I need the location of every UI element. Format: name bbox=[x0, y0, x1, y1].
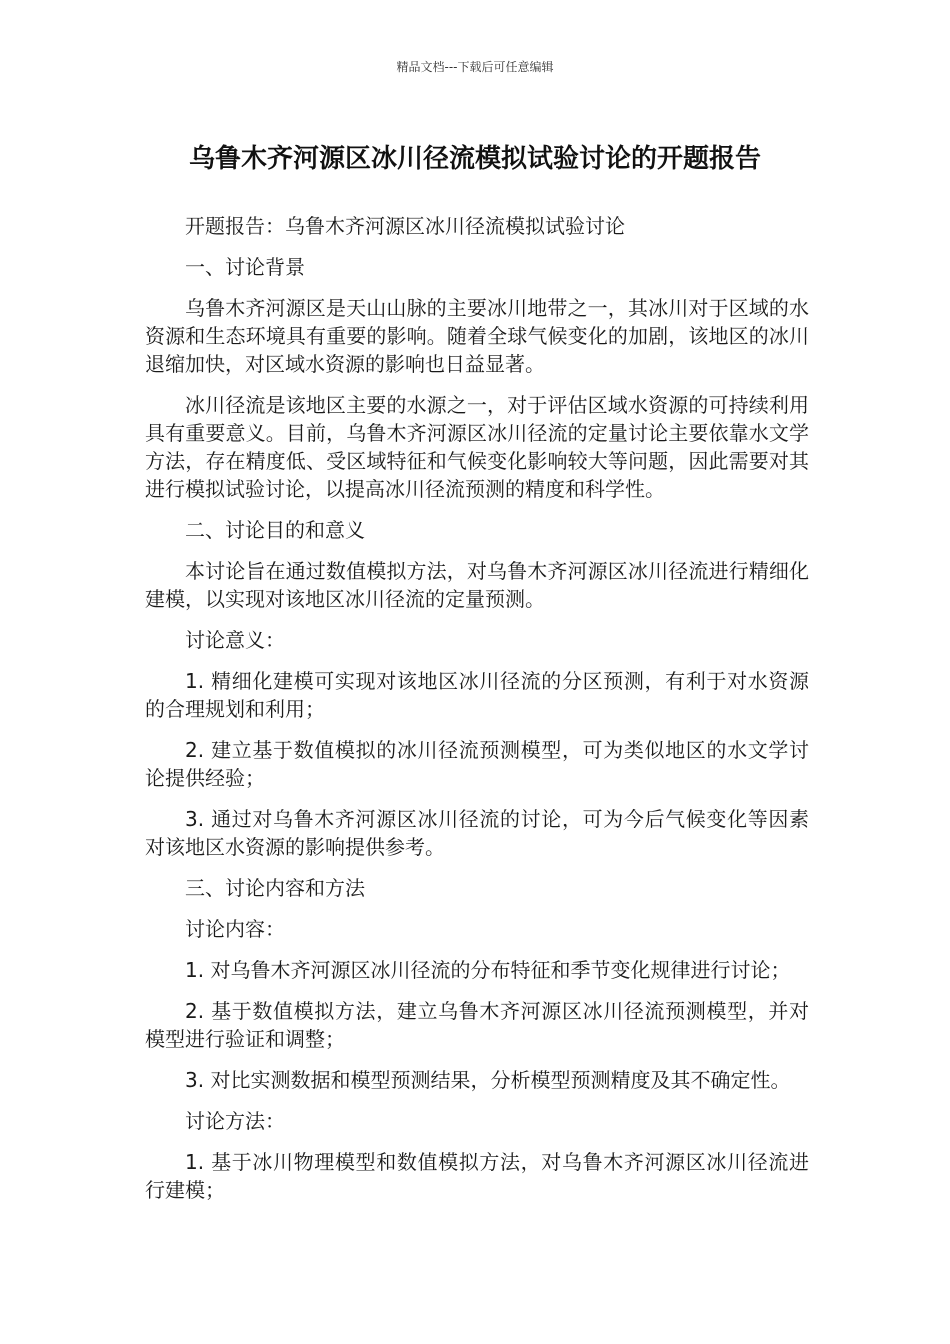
document-body bbox=[145, 212, 809, 1217]
list-item-significance-1: 1. 精细化建模可实现对该地区冰川径流的分区预测，有利于对水资源的合理规划和利用； bbox=[145, 669, 809, 721]
section-heading-background: 一、讨论背景 bbox=[185, 255, 305, 279]
paragraph-background-2: 冰川径流是该地区主要的水源之一，对于评估区域水资源的可持续利用具有重要意义。目前，乌鲁木齐河源区冰川径流的定量讨论主要依靠水文学方法，存在精度低、受区域特征和气候变化影响较大等问题，因此需要对其进行模拟试验讨论，以提高冰川径流预测的精度和科学性。 bbox=[145, 393, 809, 501]
paragraph-purpose: 本讨论旨在通过数值模拟方法，对乌鲁木齐河源区冰川径流进行精细化建模，以实现对该地区冰川径流的定量预测。 bbox=[145, 559, 809, 611]
section-heading-purpose: 二、讨论目的和意义 bbox=[185, 518, 365, 542]
header-note: 精品文档---下载后可任意编辑 bbox=[396, 60, 554, 74]
list-item-methods-1: 1. 基于冰川物理模型和数值模拟方法，对乌鲁木齐河源区冰川径流进行建模； bbox=[145, 1150, 809, 1202]
list-item-content-2: 2. 基于数值模拟方法，建立乌鲁木齐河源区冰川径流预测模型，并对模型进行验证和调整； bbox=[145, 999, 809, 1051]
document-title: 乌鲁木齐河源区冰川径流模拟试验讨论的开题报告 bbox=[188, 144, 761, 174]
subheading-methods: 讨论方法： bbox=[185, 1109, 285, 1133]
section-heading-content-methods: 三、讨论内容和方法 bbox=[185, 876, 365, 900]
list-item-significance-3: 3. 通过对乌鲁木齐河源区冰川径流的讨论，可为今后气候变化等因素对该地区水资源的影响提供参考。 bbox=[145, 807, 809, 859]
subheading-significance: 讨论意义： bbox=[185, 628, 285, 652]
list-item-significance-2: 2. 建立基于数值模拟的冰川径流预测模型，可为类似地区的水文学讨论提供经验； bbox=[145, 738, 809, 790]
paragraph-report-subject: 开题报告：乌鲁木齐河源区冰川径流模拟试验讨论 bbox=[185, 214, 625, 238]
list-item-content-3: 3. 对比实测数据和模型预测结果，分析模型预测精度及其不确定性。 bbox=[185, 1068, 791, 1092]
paragraph-background-1: 乌鲁木齐河源区是天山山脉的主要冰川地带之一，其冰川对于区域的水资源和生态环境具有重要的影响。随着全球气候变化的加剧，该地区的冰川退缩加快，对区域水资源的影响也日益显著。 bbox=[145, 296, 809, 376]
subheading-content: 讨论内容： bbox=[185, 917, 285, 941]
list-item-content-1: 1. 对乌鲁木齐河源区冰川径流的分布特征和季节变化规律进行讨论； bbox=[185, 958, 791, 982]
